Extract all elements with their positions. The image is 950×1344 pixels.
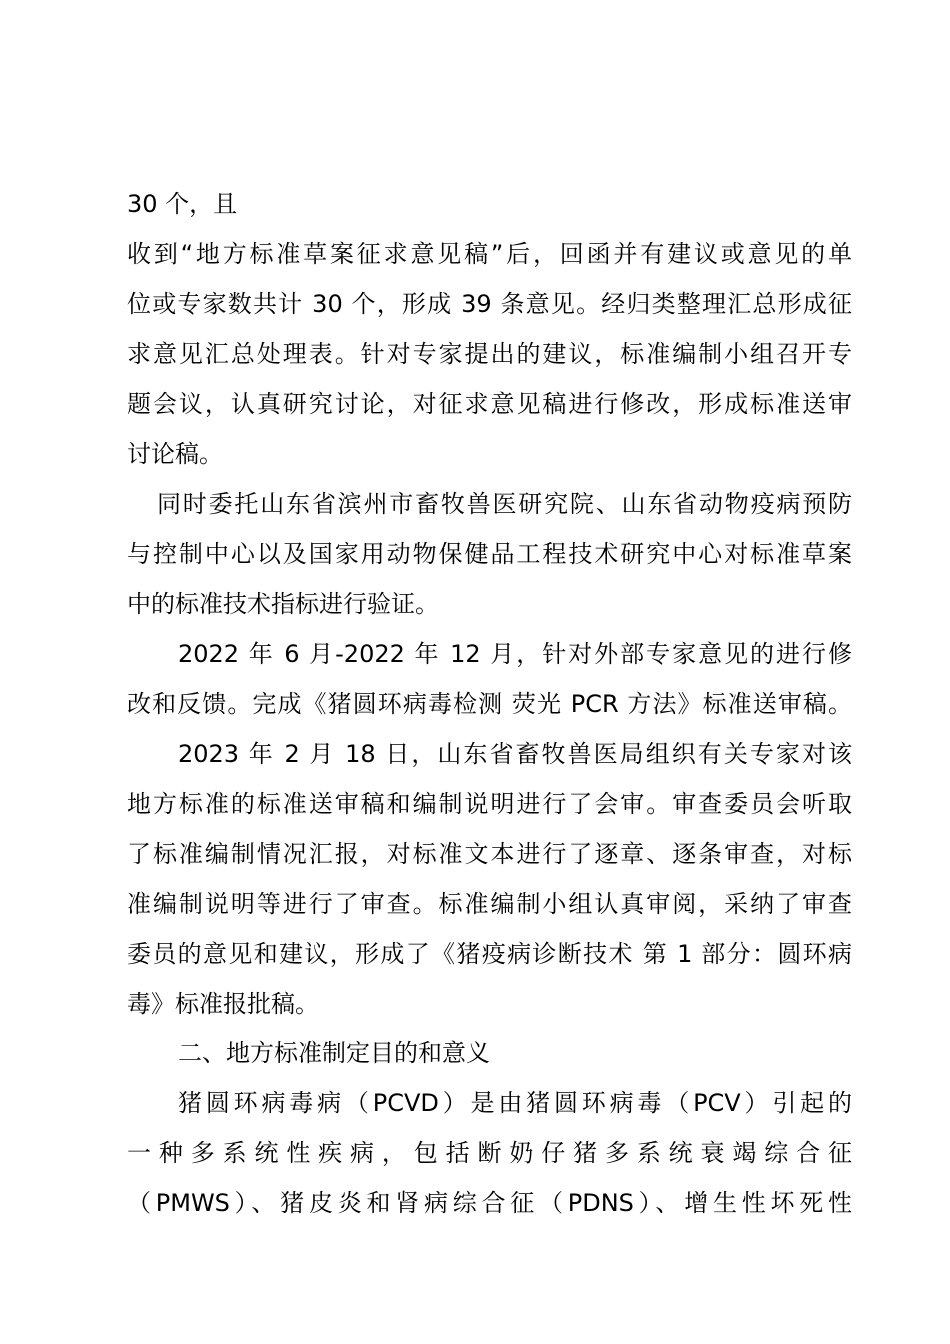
text-line: 地方标准的标准送审稿和编制说明进行了会审。审查委员会听取 <box>127 790 852 818</box>
text-line: 30 个，且 <box>127 190 238 218</box>
text-line: 同时委托山东省滨州市畜牧兽医研究院、山东省动物疫病预防 <box>157 490 852 518</box>
text-line: 题会议，认真研究讨论，对征求意见稿进行修改，形成标准送审 <box>127 390 852 418</box>
text-line: 改和反馈。完成《猪圆环病毒检测 荧光 PCR 方法》标准送审稿。 <box>127 690 852 718</box>
text-line: 毒》标准报批稿。 <box>127 990 319 1018</box>
text-line: 了标准编制情况汇报，对标准文本进行了逐章、逐条审查，对标 <box>127 840 852 868</box>
text-line: 2023 年 2 月 18 日，山东省畜牧兽医局组织有关专家对该 <box>178 740 852 768</box>
text-line: 与控制中心以及国家用动物保健品工程技术研究中心对标准草案 <box>127 540 852 568</box>
section-heading: 二、地方标准制定目的和意义 <box>178 1039 490 1067</box>
text-line: 准编制说明等进行了审查。标准编制小组认真审阅，采纳了审查 <box>127 890 852 918</box>
text-line: 求意见汇总处理表。针对专家提出的建议，标准编制小组召开专 <box>127 340 852 368</box>
text-line: 委员的意见和建议，形成了《猪疫病诊断技术 第 1 部分：圆环病 <box>127 940 852 968</box>
text-line: 位或专家数共计 30 个，形成 39 条意见。经归类整理汇总形成征 <box>127 290 852 318</box>
text-line: 猪圆环病毒病（PCVD）是由猪圆环病毒（PCV）引起的 <box>178 1089 852 1117</box>
text-line: 一种多系统性疾病，包括断奶仔猪多系统衰竭综合征 <box>127 1139 852 1167</box>
text-line: 讨论稿。 <box>127 440 223 468</box>
text-line: 中的标准技术指标进行验证。 <box>127 590 439 618</box>
text-line: 收到“地方标准草案征求意见稿”后，回函并有建议或意见的单 <box>127 240 852 268</box>
text-line: （PMWS）、猪皮炎和肾病综合征（PDNS）、增生性坏死性 <box>127 1189 852 1217</box>
text-line: 2022 年 6 月-2022 年 12 月，针对外部专家意见的进行修 <box>178 640 852 668</box>
